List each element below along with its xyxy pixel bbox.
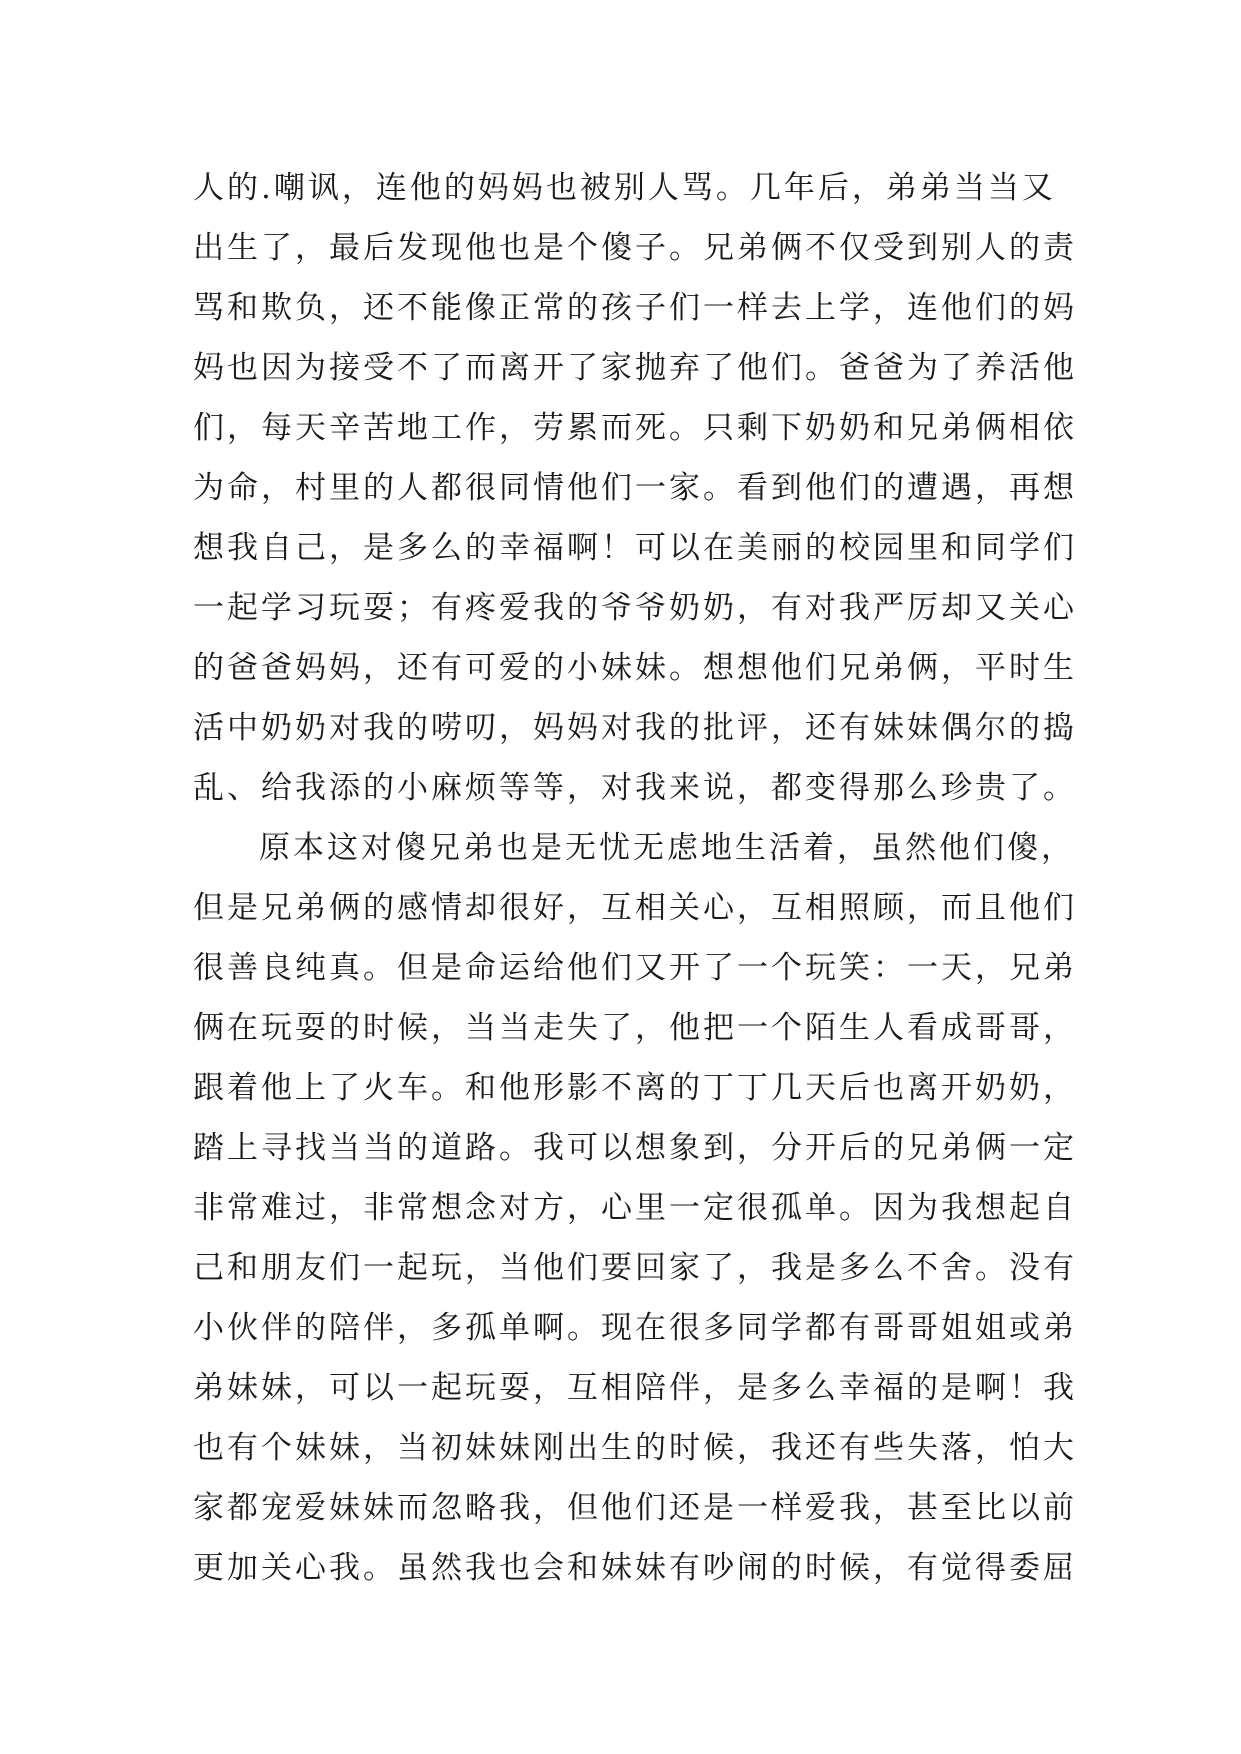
text-line: 非常难过，非常想念对方，心里一定很孤单。因为我想起自	[193, 1190, 1077, 1226]
text-line: 更加关心我。虽然我也会和妹妹有吵闹的时候，有觉得委屈	[193, 1550, 1077, 1586]
text-line: 弟妹妹，可以一起玩耍，互相陪伴，是多么幸福的是啊！我	[193, 1370, 1077, 1406]
text-line: 一起学习玩耍；有疼爱我的爷爷奶奶，有对我严厉却又关心	[193, 590, 1077, 626]
text-line: 小伙伴的陪伴，多孤单啊。现在很多同学都有哥哥姐姐或弟	[193, 1310, 1077, 1346]
text-line: 的爸爸妈妈，还有可爱的小妹妹。想想他们兄弟俩，平时生	[193, 650, 1077, 686]
paragraph	[193, 818, 1077, 1598]
text-line: 原本这对傻兄弟也是无忧无虑地生活着，虽然他们傻，	[259, 830, 1075, 866]
text-line: 活中奶奶对我的唠叨，妈妈对我的批评，还有妹妹偶尔的捣	[193, 710, 1077, 746]
text-line: 们，每天辛苦地工作，劳累而死。只剩下奶奶和兄弟俩相依	[193, 410, 1077, 446]
text-line: 很善良纯真。但是命运给他们又开了一个玩笑：一天，兄弟	[193, 950, 1077, 986]
text-line: 乱、给我添的小麻烦等等，对我来说，都变得那么珍贵了。	[193, 770, 1077, 806]
text-line: 人的.嘲讽，连他的妈妈也被别人骂。几年后，弟弟当当又	[193, 170, 1056, 206]
text-line: 骂和欺负，还不能像正常的孩子们一样去上学，连他们的妈	[193, 290, 1077, 326]
paragraph	[193, 158, 1077, 818]
text-line: 也有个妹妹，当初妹妹刚出生的时候，我还有些失落，怕大	[193, 1430, 1077, 1466]
text-line: 想我自己，是多么的幸福啊！可以在美丽的校园里和同学们	[193, 530, 1077, 566]
text-line: 为命，村里的人都很同情他们一家。看到他们的遭遇，再想	[193, 470, 1077, 506]
text-line: 出生了，最后发现他也是个傻子。兄弟俩不仅受到别人的责	[193, 230, 1077, 266]
text-line: 己和朋友们一起玩，当他们要回家了，我是多么不舍。没有	[193, 1250, 1077, 1286]
text-line: 俩在玩耍的时候，当当走失了，他把一个陌生人看成哥哥，	[193, 1010, 1077, 1046]
text-line: 踏上寻找当当的道路。我可以想象到，分开后的兄弟俩一定	[193, 1130, 1077, 1166]
document-body	[193, 158, 1077, 1598]
text-line: 家都宠爱妹妹而忽略我，但他们还是一样爱我，甚至比以前	[193, 1490, 1077, 1526]
text-line: 妈也因为接受不了而离开了家抛弃了他们。爸爸为了养活他	[193, 350, 1077, 386]
text-line: 但是兄弟俩的感情却很好，互相关心，互相照顾，而且他们	[193, 890, 1077, 926]
text-line: 跟着他上了火车。和他形影不离的丁丁几天后也离开奶奶，	[193, 1070, 1077, 1106]
